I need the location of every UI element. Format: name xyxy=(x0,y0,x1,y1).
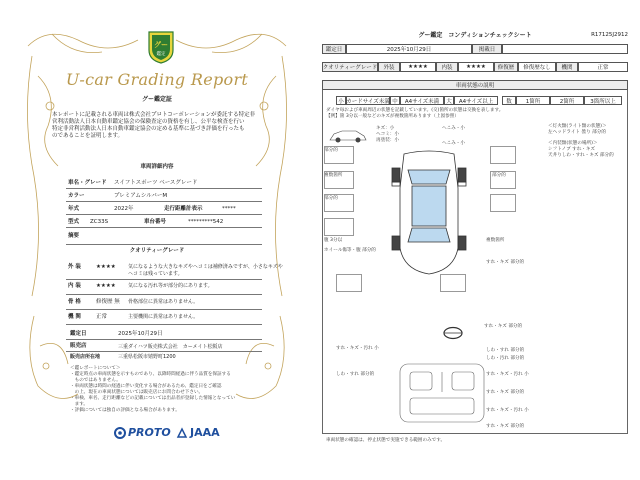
color-label: カラー xyxy=(68,193,85,199)
note-line: ます。 xyxy=(70,401,89,407)
damage-box xyxy=(490,146,516,164)
interior-stars: ★★★★ xyxy=(96,283,116,289)
point-label: 部分的 xyxy=(492,173,506,178)
size-header-small: 小 xyxy=(336,96,346,105)
row-divider xyxy=(66,279,262,280)
point-label: 部分的 xyxy=(324,196,338,201)
right-note: ＜灯火類(ライト類の状態)＞ xyxy=(548,124,607,129)
point-label: 複数箇所 xyxy=(486,238,505,243)
address-value: 三重県松阪市嬉野町1200 xyxy=(118,354,176,360)
date-label-cell: 鑑定日 xyxy=(322,44,346,54)
type-label: 型式 xyxy=(68,219,80,225)
proto-mark-icon xyxy=(114,427,126,439)
jaaa-logo xyxy=(176,426,220,439)
model-value: スイフトスポーツ ベースグレード xyxy=(114,180,198,186)
certificate-title: U-car Grading Report xyxy=(65,70,249,89)
date-label: 鑑定日 xyxy=(70,331,87,337)
row-divider xyxy=(66,294,262,295)
type-value: ZC33S xyxy=(90,219,109,225)
note-line: ものではありません。 xyxy=(70,377,121,383)
right-note: 天井りしわ・すれ・キズ 部分的 xyxy=(548,152,614,158)
right-note: シフトノブ すれ・キズ xyxy=(548,146,596,152)
count-three: 3箇所以上 xyxy=(584,96,622,105)
mech-label: 機 関 xyxy=(68,314,81,320)
point-label: ホイール傷等・腹 部分的 xyxy=(324,248,376,253)
damage-box xyxy=(324,146,354,164)
point-label: キズ：小 xyxy=(376,126,395,131)
size-header-mid: 中 xyxy=(390,96,400,105)
repair-value-cell: 修復歴なし xyxy=(518,62,556,72)
proto-logo-text: PROTO xyxy=(128,426,171,439)
date-value: 2025年10月29日 xyxy=(118,331,163,337)
certificate-subtitle: グー鑑定証 xyxy=(141,96,172,103)
point-label: ヘコミ：小 xyxy=(376,132,399,137)
frame-label: 骨 格 xyxy=(68,299,81,305)
note-line: ・車両状態は時間の経過に伴い変化する場合があるため、鑑定日をご確認 xyxy=(70,383,222,389)
row-divider xyxy=(66,351,262,352)
row-divider xyxy=(66,188,262,189)
mech-text: 主要機関に異常はありません。 xyxy=(128,314,199,320)
note-line: ・鑑定時点の車両状態を示すものであり、以降時間経過に伴う品質を保証する xyxy=(70,371,231,377)
damage-box xyxy=(324,171,354,189)
engine-value-cell: 正常 xyxy=(578,62,628,72)
interior-label-cell: 内装 xyxy=(436,62,458,72)
right-note: 左ヘッドライト 曇り 部分的 xyxy=(548,129,606,135)
damage-box xyxy=(336,274,362,292)
exterior-stars: ★★★★ xyxy=(96,264,116,270)
damage-box xyxy=(490,194,516,212)
jaaa-mark-icon xyxy=(176,427,188,439)
row-divider xyxy=(66,309,262,310)
svg-text:鑑定: 鑑定 xyxy=(156,52,166,57)
jaaa-logo-text: JAAA xyxy=(190,426,220,439)
goo-badge-logo xyxy=(146,30,176,64)
mileage-value: ***** xyxy=(222,206,236,212)
condition-check-sheet xyxy=(322,28,628,448)
point-label: へこみ・小 xyxy=(442,141,465,146)
certificate-intro xyxy=(52,112,255,140)
quality-heading: クオリティーグレード xyxy=(129,248,185,254)
count-two: 2箇所 xyxy=(550,96,584,105)
explanation-heading: 車両状態の説明 xyxy=(322,80,628,90)
count-header: 数 xyxy=(502,96,516,105)
note-line: ・評価については独自の評価となる場合があります。 xyxy=(70,407,180,413)
legend-note: ダイヤ毎および車両周辺の状態を記載しています。(交)箇所の状態は交換を表します。 xyxy=(326,108,504,113)
intro-line: のであることを証明します。 xyxy=(52,132,124,139)
intro-line: 本レポートに記載される車両は株式会社プロトコーポレーションが委託する特定非 xyxy=(52,112,256,118)
doc-number: R17125J2912 xyxy=(591,32,628,38)
point-label: 再塗装：小 xyxy=(376,138,399,143)
damage-box xyxy=(490,171,516,189)
sheet-title: グー鑑定 コンディションチェックシート xyxy=(418,32,532,39)
interior-stars-cell: ★★★★ xyxy=(458,62,494,72)
note-line: の上、現在の車両状態については販売店にお問合わせ下さい。 xyxy=(70,389,204,395)
point-label: へこみ・小 xyxy=(442,126,465,131)
lights-interior-notes xyxy=(548,124,614,159)
mileage-label: 走行距離計表示 xyxy=(164,206,203,212)
svg-text:グー: グー xyxy=(154,41,168,49)
frame-value: 修復歴 無 xyxy=(96,299,120,305)
date-value-cell: 2025年10月29日 xyxy=(346,44,472,54)
section-heading-vehicle: 車両詳細内容 xyxy=(140,164,174,170)
right-note: ＜内装類(状態の場所)＞ xyxy=(548,140,598,146)
point-label: 部分的 xyxy=(324,148,338,153)
sheet-footer: 車両状態の確認は、停止状態で実施できる範囲のみです。 xyxy=(326,438,446,443)
car-top-view-diagram xyxy=(374,148,484,278)
vin-value: *********542 xyxy=(188,219,224,225)
shop-value: 三重ダイハツ販売株式会社 カーメイト松阪店 xyxy=(118,344,223,350)
year-label: 年式 xyxy=(68,206,80,212)
exterior-label: 外 装 xyxy=(68,264,81,270)
exterior-label-cell: 外装 xyxy=(378,62,400,72)
damage-box xyxy=(324,194,354,212)
interior-note: しわ・すれ 部分的 xyxy=(336,372,375,377)
row-divider xyxy=(66,339,262,340)
note-line: ・車検、車名、走行距離などの記載については出品者が登録した情報となってい xyxy=(70,395,236,401)
row-divider xyxy=(66,214,262,215)
row-divider xyxy=(66,324,262,325)
car-side-view-left xyxy=(328,128,368,144)
certificate-notes xyxy=(70,366,235,414)
interior-note: すれ・キズ・汚れ 小 xyxy=(486,408,529,413)
repair-label-cell: 修復歴 xyxy=(494,62,518,72)
size-header-large: 大 xyxy=(444,96,454,105)
vin-label: 車台番号 xyxy=(144,219,167,225)
interior-note: すれ・キズ 部分的 xyxy=(484,324,523,329)
publish-value-cell xyxy=(502,44,628,54)
exterior-stars-cell: ★★★★ xyxy=(400,62,436,72)
proto-logo xyxy=(114,426,171,439)
interior-label: 内 装 xyxy=(68,283,81,289)
interior-note: しわ・すれ 部分的 xyxy=(486,348,525,353)
interior-note: しわ・汚れ 部分的 xyxy=(486,356,525,361)
size-header-small-desc: カードサイズ未満 xyxy=(346,96,390,105)
publish-label-cell: 掲載日 xyxy=(472,44,502,54)
model-label: 車名・グレード xyxy=(68,180,107,186)
size-header-large-desc: A4サイズ以上 xyxy=(454,96,498,105)
interior-note: すれ・キズ 部分的 xyxy=(486,424,525,429)
row-divider xyxy=(66,227,262,228)
engine-label-cell: 機関 xyxy=(556,62,578,72)
point-label: 複数箇所 xyxy=(324,173,343,178)
mech-value: 正常 xyxy=(96,314,108,320)
row-divider xyxy=(66,244,262,245)
intro-line: 営利活動法人日本自動車鑑定協会の保険査定の資格を有し、公平な検査を行い xyxy=(52,118,245,125)
exterior-text: 気になるような大きなキズやヘコミは補修済みですが、小さなキズや xyxy=(128,264,283,270)
remarks-label: 摘要 xyxy=(68,233,80,239)
damage-box xyxy=(324,218,354,236)
point-label: すれ・キズ 部分的 xyxy=(486,260,525,265)
interior-note: すれ・キズ・汚れ 小 xyxy=(486,372,529,377)
grading-certificate xyxy=(18,16,296,448)
steering-wheel-icon xyxy=(442,326,464,340)
size-header-mid-desc: A4サイズ未満 xyxy=(400,96,444,105)
year-value: 2022年 xyxy=(114,206,134,212)
point-label: 腹 3分以 xyxy=(324,238,343,243)
intro-line: 特定非営利活動法人日本自動車鑑定協会の定める基準に基づき評価を行ったも xyxy=(52,125,245,132)
address-label: 販売店所在地 xyxy=(70,354,101,360)
shop-label: 販売店 xyxy=(70,343,87,349)
quality-label-cell: クオリティーグレード xyxy=(322,62,378,72)
interior-note: すれ・キズ 部分的 xyxy=(486,390,525,395)
interior-text: 気になる汚れ等が部分的にあります。 xyxy=(128,283,213,289)
frame-text: 骨格部位に異常はありません。 xyxy=(128,299,199,305)
notes-title: ＜鑑レポートについて＞ xyxy=(70,366,121,371)
row-divider xyxy=(66,201,262,202)
count-one: 1箇所 xyxy=(516,96,550,105)
legend-note-2: 【例】箇 3分以一般などのキズが複数箇所あります（上図参照） xyxy=(326,114,459,119)
color-value: プレミアムシルバーM xyxy=(114,193,168,199)
exterior-text-2: ヘコミは残っています。 xyxy=(128,271,183,277)
interior-note: すれ・キズ・汚れ 小 xyxy=(336,346,379,351)
car-interior-diagram xyxy=(392,358,492,428)
